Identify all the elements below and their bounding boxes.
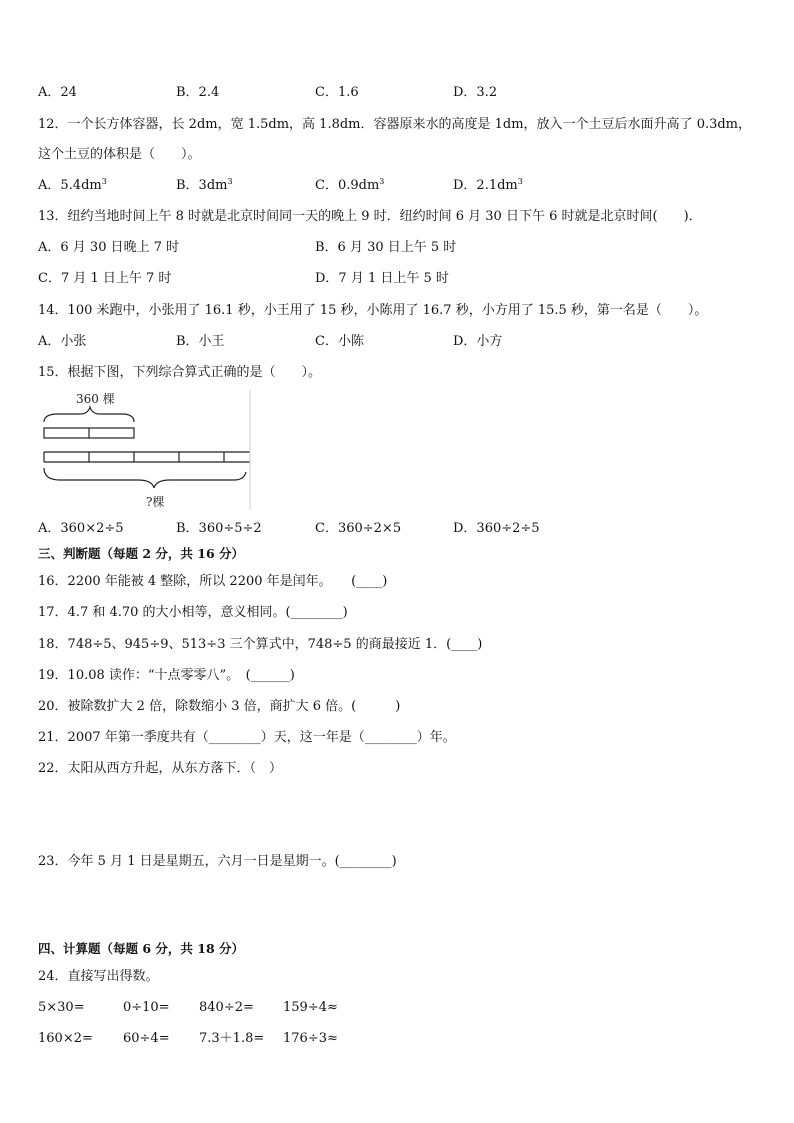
calc-item: 0÷10= [123, 1000, 170, 1015]
q15-option-d: D．360÷2÷5 [453, 521, 540, 536]
q21: 21．2007 年第一季度共有（________）天，这一年是（________）年。 [38, 730, 456, 745]
diagram-bottom-label: ?棵 [146, 495, 165, 509]
q15-option-a: A．360×2÷5 [38, 521, 124, 536]
q12-stem-line2: 这个土豆的体积是（ ）。 [38, 147, 201, 162]
q15-segment-diagram [38, 388, 253, 513]
q15-option-c: C．360÷2×5 [315, 521, 402, 536]
diagram-top-brace [44, 407, 134, 422]
q14-option-a: A．小张 [38, 334, 87, 349]
q18: 18．748÷5、945÷9、513÷3 三个算式中，748÷5 的商最接近 1．(____) [38, 637, 483, 652]
q11-option-a: A．24 [38, 85, 77, 100]
q13-option-a: A．6 月 30 日晚上 7 时 [38, 240, 180, 255]
q22: 22．太阳从西方升起，从东方落下．（ ） [38, 761, 283, 776]
section4-title: 四、计算题（每题 6 分，共 18 分） [38, 941, 245, 956]
q13-option-c: C．7 月 1 日上午 7 时 [38, 271, 172, 286]
q15-stem: 15．根据下图，下列综合算式正确的是（ ）。 [38, 365, 322, 380]
q11-option-b: B．2.4 [176, 85, 220, 100]
calc-item: 5×30= [38, 1000, 85, 1015]
q14-option-d: D．小方 [453, 334, 503, 349]
q12-option-c: C．$0.9dm^3$ [315, 177, 385, 193]
q23: 23．今年 5 月 1 日是星期五，六月一日是星期一。(________) [38, 854, 397, 869]
calc-item: 840÷2= [199, 1000, 254, 1015]
q19: 19．10.08 读作：“十点零零八”。 (______) [38, 668, 295, 683]
calc-item: 160×2= [38, 1031, 93, 1046]
section3-title: 三、判断题（每题 2 分，共 16 分） [38, 546, 245, 561]
q12-option-a: A．$5.4dm^3$ [38, 177, 107, 193]
calc-item: 159÷4≈ [283, 1000, 338, 1015]
diagram-top-label: 360 棵 [76, 392, 115, 406]
q11-option-c: C．1.6 [315, 85, 359, 100]
calc-item: 176÷3≈ [283, 1031, 338, 1046]
diagram-bottom-brace [44, 468, 246, 488]
q12-stem-line1: 12．一个长方体容器，长 2dm，宽 1.5dm，高 1.8dm．容器原来水的高度是 1dm，放入一个土豆后水面升高了 0.3dm， [38, 117, 752, 132]
q16: 16．2200 年能被 4 整除，所以 2200 年是闰年。 (____) [38, 574, 388, 589]
q13-option-d: D．7 月 1 日上午 5 时 [315, 271, 449, 286]
q13-stem: 13．纽约当地时间上午 8 时就是北京时间同一天的晚上 9 时．纽约时间 6 月 30 日下午 6 时就是北京时间( )． [38, 209, 702, 224]
q14-option-b: B．小王 [176, 334, 225, 349]
q14-option-c: C．小陈 [315, 334, 364, 349]
q20: 20．被除数扩大 2 倍，除数缩小 3 倍，商扩大 6 倍。( ) [38, 699, 401, 714]
q24-stem: 24．直接写出得数。 [38, 969, 159, 984]
q12-option-b: B．$3dm^3$ [176, 177, 233, 193]
calc-item: 60÷4= [123, 1031, 170, 1046]
q14-stem: 14．100 米跑中，小张用了 16.1 秒，小王用了 15 秒，小陈用了 16.7 秒，小方用了 15.5 秒，第一名是（ ）。 [38, 303, 708, 318]
q12-option-d: D．$2.1dm^3$ [453, 177, 523, 193]
q17: 17．4.7 和 4.70 的大小相等，意义相同。(________) [38, 605, 348, 620]
q11-option-d: D．3.2 [453, 85, 498, 100]
q13-option-b: B．6 月 30 日上午 5 时 [315, 240, 457, 255]
calc-item: 7.3＋1.8= [199, 1031, 265, 1046]
q15-option-b: B．360÷5÷2 [176, 521, 262, 536]
